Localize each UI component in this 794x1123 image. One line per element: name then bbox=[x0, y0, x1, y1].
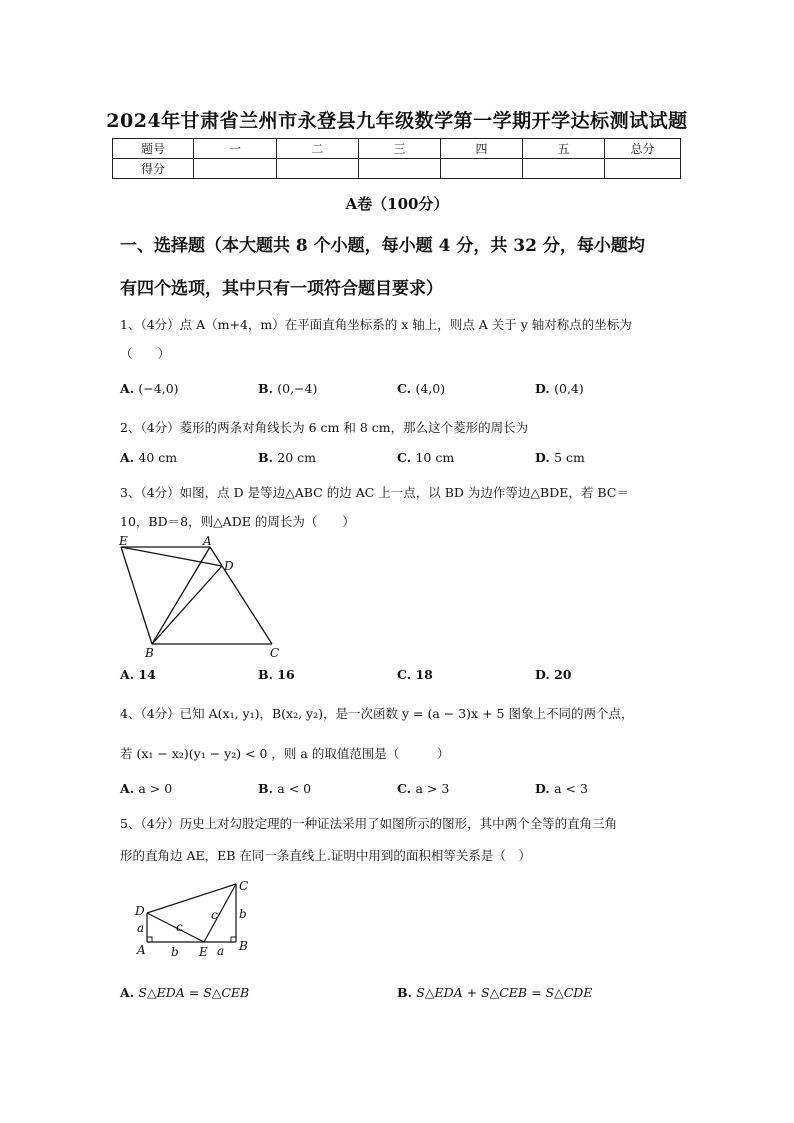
option-value: a < 3 bbox=[554, 781, 588, 796]
q3-stem-line1: 3、（4分）如图，点 D 是等边△ABC 的边 AC 上一点，以 BD 为边作等边△BDE，若 BC＝ bbox=[120, 485, 629, 500]
option-value: 18 bbox=[415, 667, 433, 682]
option-label: A. bbox=[120, 667, 135, 682]
q3-triangle-figure bbox=[112, 534, 284, 660]
q1-option-d[interactable] bbox=[535, 381, 584, 396]
score-table bbox=[112, 138, 681, 179]
option-value: (−4,0) bbox=[138, 381, 179, 396]
fig5-label-e: E bbox=[199, 945, 208, 959]
q4-stem-line2: 若 (x₁ − x₂)(y₁ − y₂) < 0 ，则 a 的取值范围是（ ） bbox=[120, 746, 450, 761]
q2-option-c[interactable] bbox=[397, 450, 454, 465]
option-label: D. bbox=[535, 450, 550, 465]
section-heading-line2: 有四个选项，其中只有一项符合题目要求） bbox=[120, 279, 443, 299]
q5-stem-line1: 5、（4分）历史上对勾股定理的一种证法采用了如图所示的图形，其中两个全等的直角三角 bbox=[120, 816, 618, 831]
q2-option-a[interactable] bbox=[120, 450, 177, 465]
option-value: a > 0 bbox=[138, 781, 173, 796]
fig5-side-c-lower: c bbox=[176, 920, 183, 934]
option-value: 10 cm bbox=[415, 450, 455, 465]
score-table-header-row bbox=[113, 139, 681, 159]
fig5-side-b-bottom: b bbox=[171, 945, 179, 959]
score-header-cell: 四 bbox=[441, 139, 523, 159]
q1-option-b[interactable] bbox=[258, 381, 317, 396]
q1-stem-line1: 1、（4分）点 A（m+4，m）在平面直角坐标系的 x 轴上，则点 A 关于 y 轴对称点的坐标为 bbox=[120, 317, 632, 332]
score-table-score-row bbox=[113, 159, 681, 179]
option-value: (4,0) bbox=[415, 381, 446, 396]
q3-option-c[interactable] bbox=[397, 667, 433, 682]
fig-label-c: C bbox=[270, 646, 280, 660]
score-row-label: 得分 bbox=[113, 159, 194, 179]
fig5-label-d: D bbox=[135, 904, 145, 918]
fig5-side-b-right: b bbox=[239, 907, 247, 921]
option-value: S△EDA = S△CEB bbox=[138, 985, 250, 1000]
score-cell[interactable] bbox=[277, 159, 359, 179]
option-value: S△EDA + S△CEB = S△CDE bbox=[416, 985, 593, 1000]
q5-option-b[interactable] bbox=[397, 985, 592, 1000]
score-header-cell: 题号 bbox=[113, 139, 194, 159]
option-value: 40 cm bbox=[138, 450, 178, 465]
q4-option-d[interactable] bbox=[535, 781, 588, 796]
score-header-cell: 一 bbox=[194, 139, 277, 159]
fig5-side-a-bottom: a bbox=[217, 944, 225, 958]
score-cell[interactable] bbox=[605, 159, 681, 179]
q4-stem-line1: 4、（4分）已知 A(x₁, y₁)，B(x₂, y₂)，是一次函数 y = (a − 3)x + 5 图象上不同的两个点， bbox=[120, 706, 634, 721]
option-value: a < 0 bbox=[277, 781, 312, 796]
option-value: 5 cm bbox=[554, 450, 585, 465]
score-cell[interactable] bbox=[441, 159, 523, 179]
q1-stem-line2: （ ） bbox=[120, 346, 171, 361]
option-value: a > 3 bbox=[415, 781, 450, 796]
fig-label-b: B bbox=[145, 646, 154, 660]
option-value: 16 bbox=[277, 667, 295, 682]
fig-label-d: D bbox=[224, 559, 234, 573]
option-label: C. bbox=[397, 450, 412, 465]
option-label: D. bbox=[535, 781, 550, 796]
q2-option-b[interactable] bbox=[258, 450, 316, 465]
q4-option-a[interactable] bbox=[120, 781, 172, 796]
fig5-label-b: B bbox=[239, 939, 248, 953]
q3-option-b[interactable] bbox=[258, 667, 295, 682]
option-value: 14 bbox=[138, 667, 156, 682]
option-label: A. bbox=[120, 450, 135, 465]
q3-option-d[interactable] bbox=[535, 667, 572, 682]
option-value: (0,4) bbox=[554, 381, 584, 396]
option-label: B. bbox=[258, 381, 273, 396]
option-label: B. bbox=[258, 781, 273, 796]
option-label: B. bbox=[258, 667, 273, 682]
fig5-label-c: C bbox=[239, 879, 249, 893]
section-heading-line1: 一、选择题（本大题共 8 个小题，每小题 4 分，共 32 分，每小题均 bbox=[120, 236, 645, 256]
fig-label-a: A bbox=[203, 534, 212, 548]
option-label: D. bbox=[535, 381, 550, 396]
score-cell[interactable] bbox=[523, 159, 605, 179]
q2-option-d[interactable] bbox=[535, 450, 585, 465]
q2-stem: 2、（4分）菱形的两条对角线长为 6 cm 和 8 cm，那么这个菱形的周长为 bbox=[120, 420, 529, 435]
score-cell[interactable] bbox=[194, 159, 277, 179]
fig5-side-a-left: a bbox=[137, 921, 145, 935]
option-label: C. bbox=[397, 781, 412, 796]
option-label: A. bbox=[120, 781, 135, 796]
q5-option-a[interactable] bbox=[120, 985, 249, 1000]
score-header-cell: 五 bbox=[523, 139, 605, 159]
option-label: D. bbox=[535, 667, 550, 682]
option-label: B. bbox=[258, 450, 273, 465]
q4-option-c[interactable] bbox=[397, 781, 449, 796]
option-label: A. bbox=[120, 985, 135, 1000]
score-header-cell: 总分 bbox=[605, 139, 681, 159]
option-label: A. bbox=[120, 381, 135, 396]
q1-option-a[interactable] bbox=[120, 381, 179, 396]
fig5-side-c-upper: c bbox=[211, 908, 218, 922]
score-header-cell: 二 bbox=[277, 139, 359, 159]
q5-stem-line2: 形的直角边 AE，EB 在同一条直线上.证明中用到的面积相等关系是（ ） bbox=[120, 848, 531, 863]
score-cell[interactable] bbox=[359, 159, 441, 179]
q1-option-c[interactable] bbox=[397, 381, 445, 396]
q3-option-a[interactable] bbox=[120, 667, 156, 682]
option-value: 20 bbox=[554, 667, 572, 682]
fig5-label-a: A bbox=[137, 943, 146, 957]
fig-label-e: E bbox=[119, 534, 128, 548]
option-label: B. bbox=[397, 985, 412, 1000]
option-label: C. bbox=[397, 667, 412, 682]
q3-stem-line2: 10，BD＝8，则△ADE 的周长为（ ） bbox=[120, 514, 355, 529]
q4-option-b[interactable] bbox=[258, 781, 311, 796]
option-value: 20 cm bbox=[277, 450, 317, 465]
page-title: 2024年甘肃省兰州市永登县九年级数学第一学期开学达标测试试题 bbox=[106, 110, 688, 132]
score-header-cell: 三 bbox=[359, 139, 441, 159]
option-label: C. bbox=[397, 381, 412, 396]
volume-heading: A卷（100分） bbox=[345, 195, 449, 213]
q5-trapezoid-figure bbox=[128, 874, 258, 964]
option-value: (0,−4) bbox=[277, 381, 318, 396]
